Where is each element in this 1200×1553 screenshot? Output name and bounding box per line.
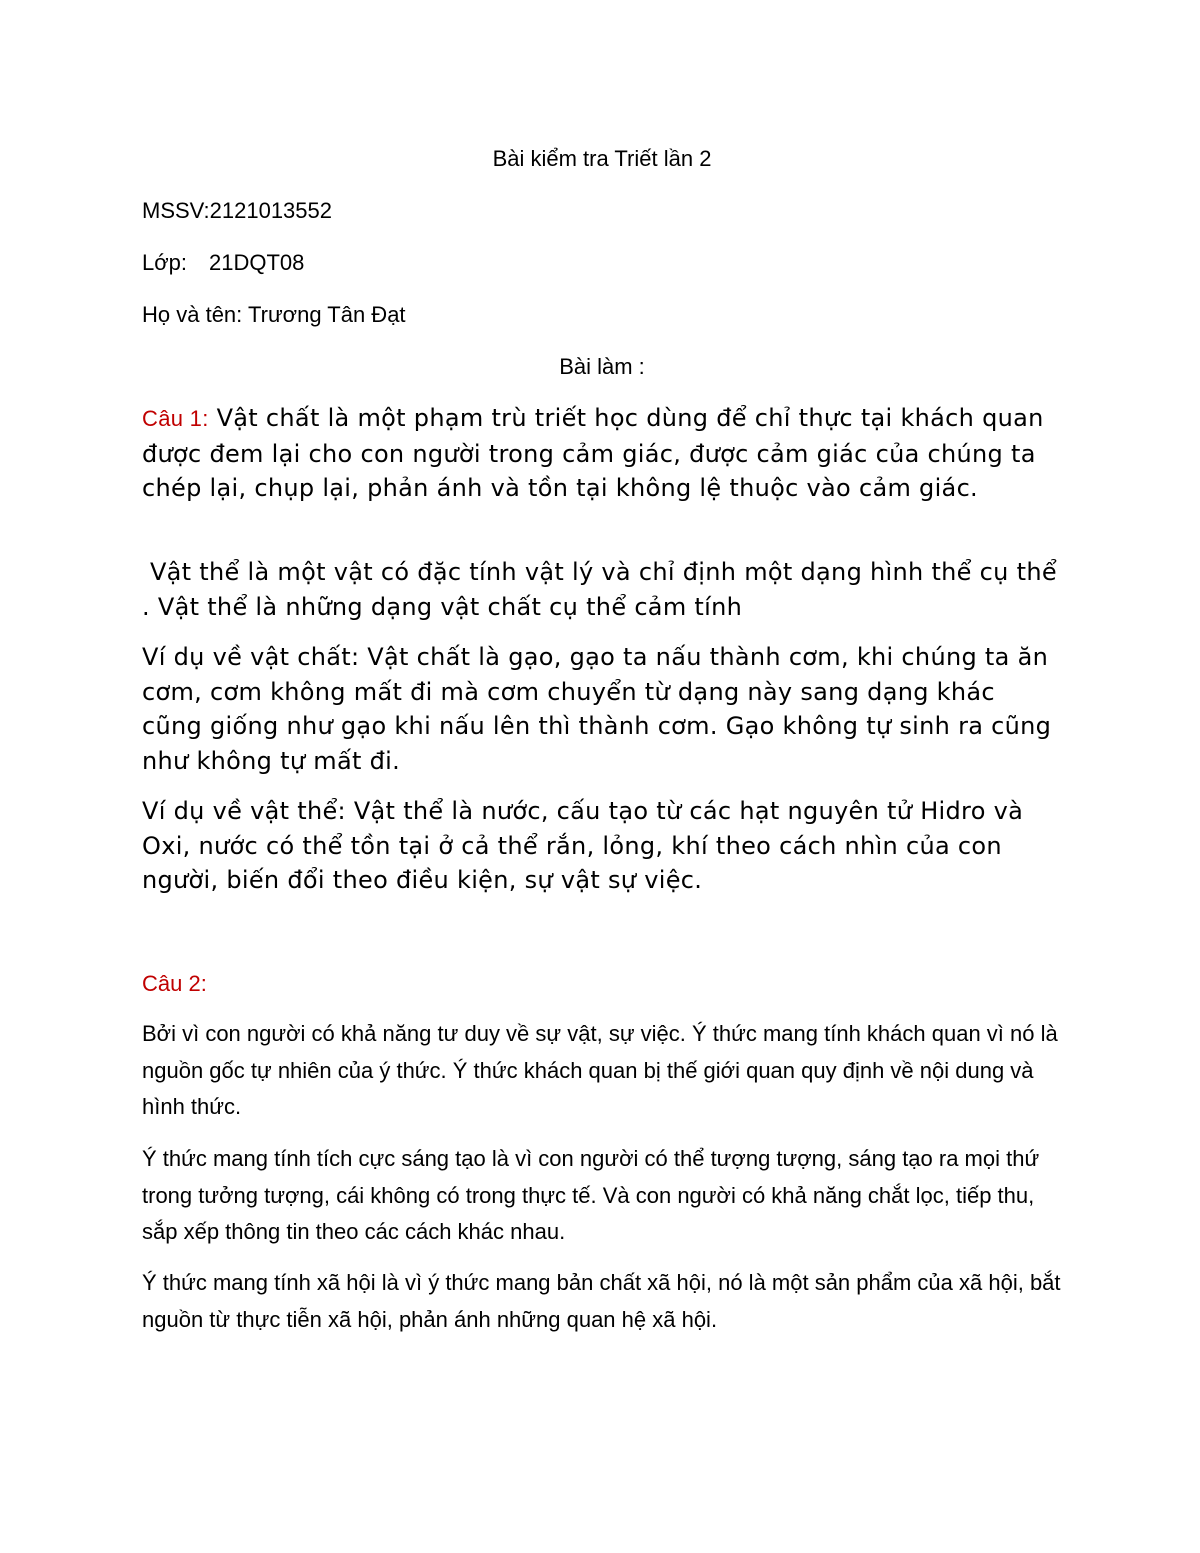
section-heading: Bài làm : bbox=[559, 354, 645, 379]
student-name: Họ và tên: Trương Tân Đạt bbox=[142, 302, 406, 327]
q1-paragraph-4: Ví dụ về vật thể: Vật thể là nước, cấu tạo từ các hạt nguyên tử Hidro và Oxi, nước có thể tồn tại ở cả thể rắn, lỏng, khí theo cách nhìn của con người, biến đổi theo điều kiện, sự vật sự việc. bbox=[142, 797, 1024, 894]
document-title: Bài kiểm tra Triết lần 2 bbox=[492, 146, 712, 171]
q2-paragraph-3: Ý thức mang tính xã hội là vì ý thức mang bản chất xã hội, nó là một sản phẩm của xã hội, bắt nguồn từ thực tiễn xã hội, phản ánh những quan hệ xã hội. bbox=[142, 1270, 1061, 1332]
q1-paragraph-2-text: Vật thể là một vật có đặc tính vật lý và chỉ định một dạng hình thể cụ thể . Vật thể là những dạng vật chất cụ thể cảm tính bbox=[142, 558, 1057, 621]
q2-paragraph-2: Ý thức mang tính tích cực sáng tạo là vì con người có thể tượng tượng, sáng tạo ra mọi thứ trong tưởng tượng, cái không có trong thực tế. Và con người có khả năng chắt lọc, tiếp thu, sắp xếp thông tin theo các cách khác nhau. bbox=[142, 1146, 1040, 1244]
q1-label: Câu 1: bbox=[142, 406, 209, 431]
document-page bbox=[142, 0, 1062, 1553]
student-id: MSSV:2121013552 bbox=[142, 198, 332, 223]
q2-label: Câu 2: bbox=[142, 971, 207, 996]
class-value: 21DQT08 bbox=[209, 250, 305, 275]
q2-paragraph-1: Bởi vì con người có khả năng tư duy về sự vật, sự việc. Ý thức mang tính khách quan vì nó là nguồn gốc tự nhiên của ý thức. Ý thức khách quan bị thế giới quan quy định về nội dung và hình thức. bbox=[142, 1021, 1058, 1119]
q1-paragraph-1 bbox=[142, 401, 1062, 506]
q1-paragraph-3: Ví dụ về vật chất: Vật chất là gạo, gạo ta nấu thành cơm, khi chúng ta ăn cơm, cơm không mất đi mà cơm chuyển từ dạng này sang dạng khác cũng giống như gạo khi nấu lên thì thành cơm. Gạo không tự sinh ra cũng như không tự mất đi. bbox=[142, 643, 1052, 775]
class-label: Lớp: bbox=[142, 250, 188, 275]
q1-paragraph-1-text: Vật chất là một phạm trù triết học dùng để chỉ thực tại khách quan được đem lại cho con người trong cảm giác, được cảm giác của chúng ta chép lại, chụp lại, phản ánh và tồn tại không lệ thuộc vào cảm giác. bbox=[142, 404, 1044, 502]
class-line bbox=[142, 250, 304, 276]
q1-paragraph-2 bbox=[142, 555, 1062, 624]
